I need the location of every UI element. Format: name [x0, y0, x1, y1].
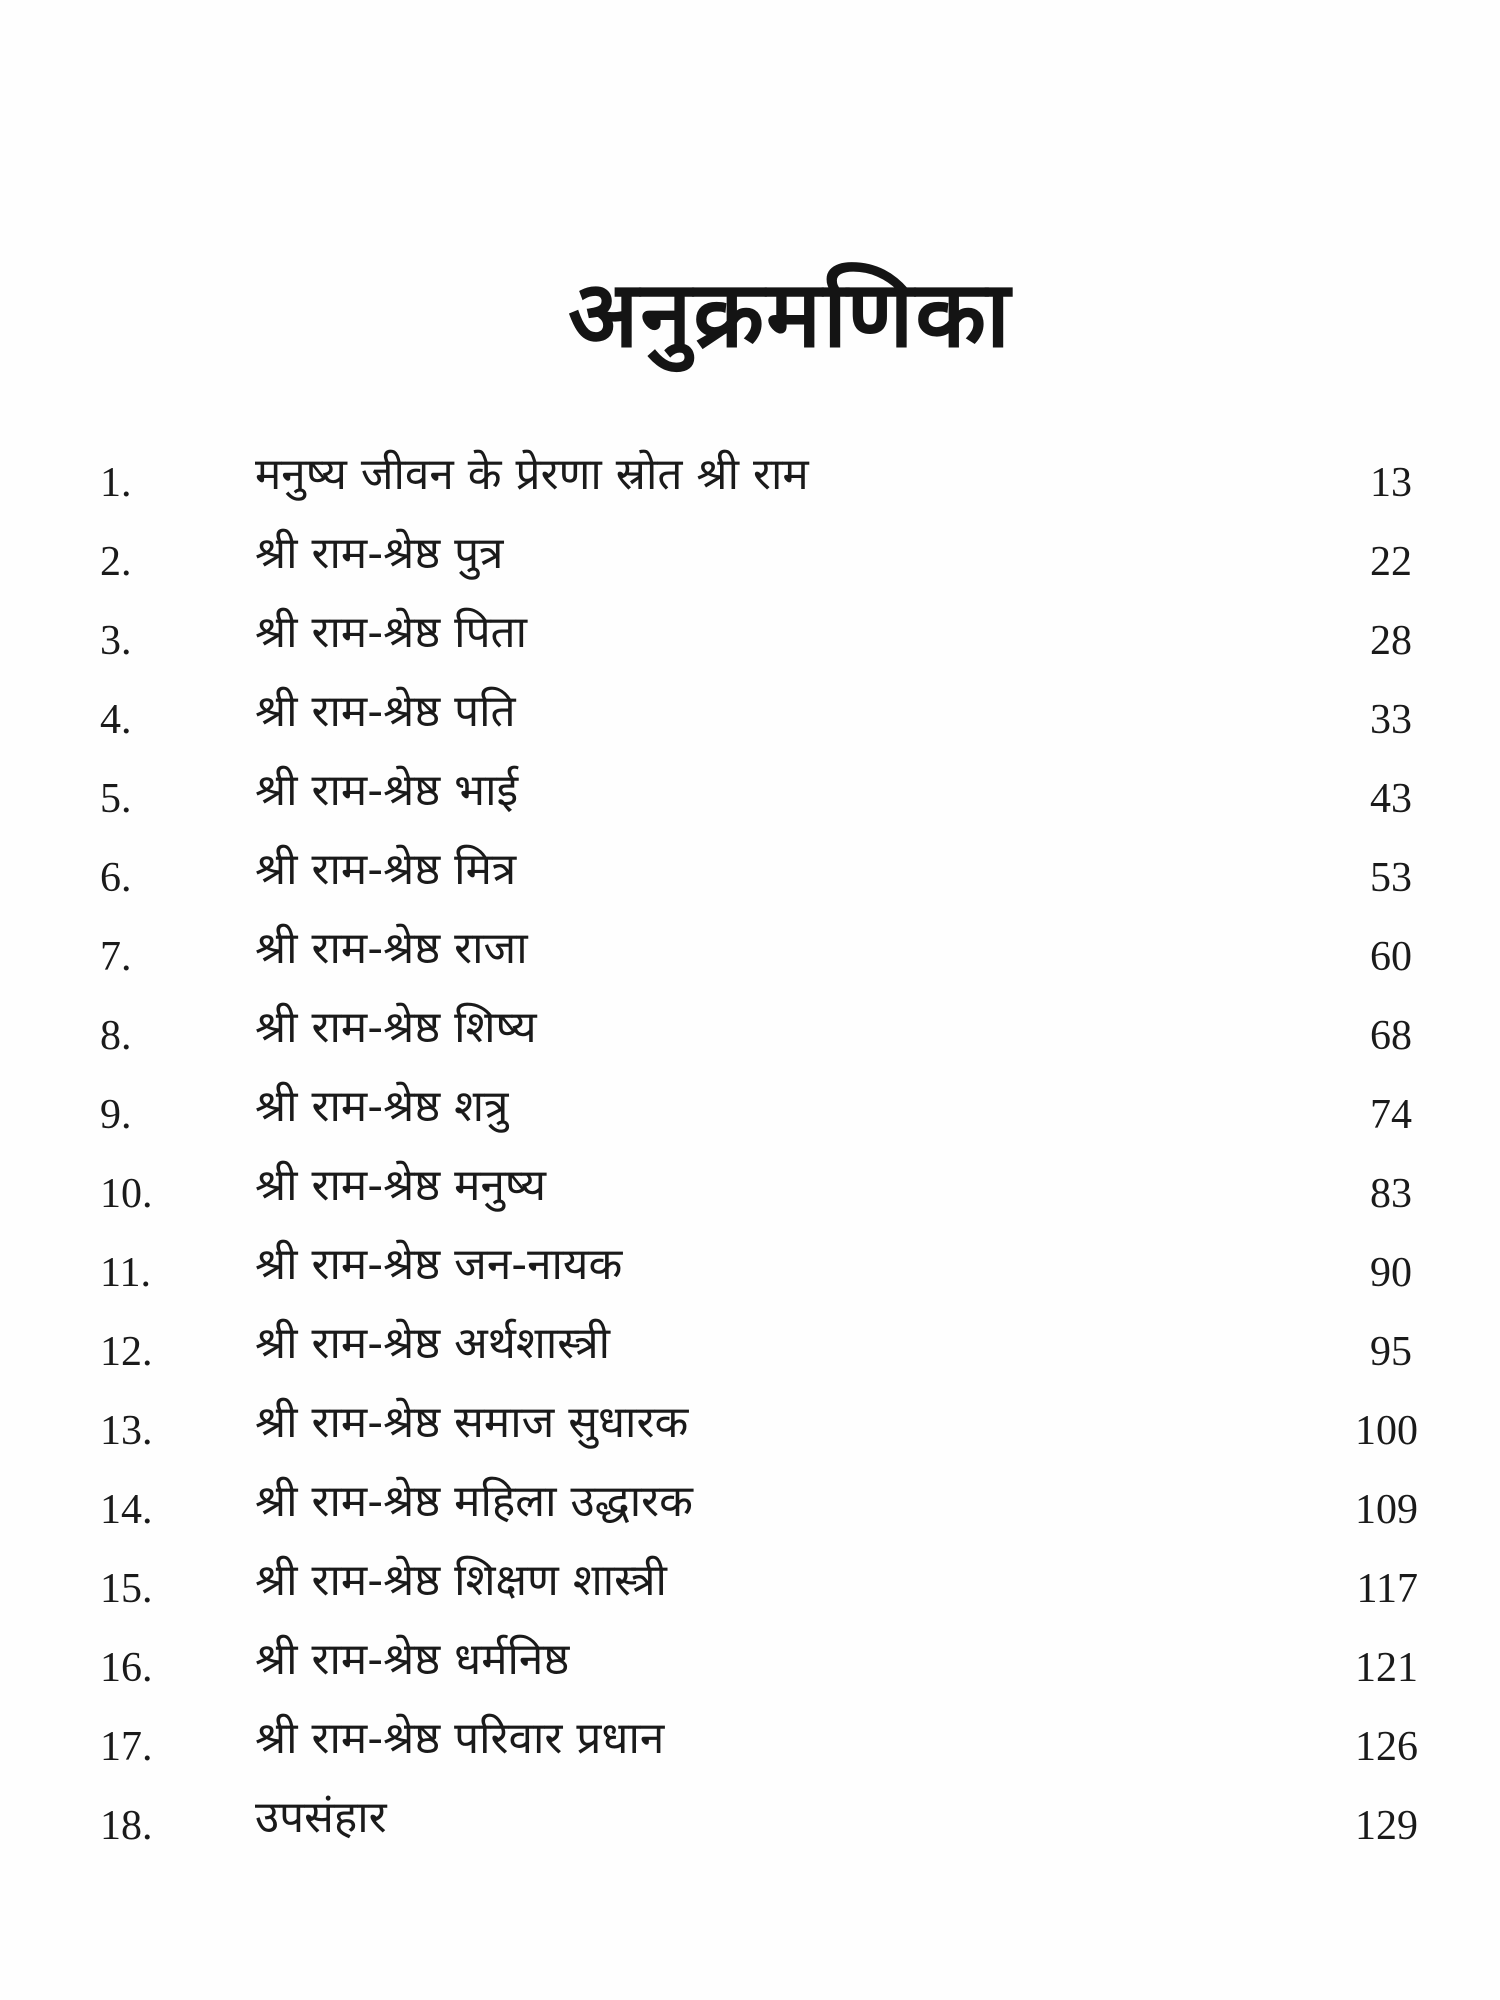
toc-entry	[0, 1630, 1500, 1709]
toc-entry-page: 129	[1355, 1803, 1418, 1849]
table-of-contents	[0, 445, 1500, 1867]
toc-entry-page: 83	[1370, 1171, 1412, 1217]
toc-entry-title: मनुष्य जीवन के प्रेरणा स्रोत श्री राम	[255, 449, 809, 500]
toc-entry-number: 3.	[100, 618, 132, 664]
toc-entry-title: श्री राम-श्रेष्ठ शिष्य	[255, 1002, 537, 1053]
toc-entry	[0, 603, 1500, 682]
toc-entry	[0, 1156, 1500, 1235]
toc-entry-number: 13.	[100, 1408, 153, 1454]
toc-entry	[0, 919, 1500, 998]
toc-entry-number: 11.	[100, 1250, 151, 1296]
toc-entry-page: 95	[1370, 1329, 1412, 1375]
toc-entry-title: श्री राम-श्रेष्ठ महिला उद्धारक	[255, 1476, 693, 1527]
toc-entry-number: 18.	[100, 1803, 153, 1849]
toc-entry-page: 43	[1370, 776, 1412, 822]
toc-entry-page: 74	[1370, 1092, 1412, 1138]
toc-entry	[0, 1551, 1500, 1630]
toc-entry	[0, 840, 1500, 919]
toc-entry-number: 15.	[100, 1566, 153, 1612]
toc-entry-title: श्री राम-श्रेष्ठ अर्थशास्त्री	[255, 1318, 611, 1369]
toc-entry	[0, 682, 1500, 761]
toc-entry-number: 16.	[100, 1645, 153, 1691]
toc-entry-page: 109	[1355, 1487, 1418, 1533]
toc-entry-page: 100	[1355, 1408, 1418, 1454]
toc-entry	[0, 1709, 1500, 1788]
toc-entry-number: 2.	[100, 539, 132, 585]
toc-entry-number: 10.	[100, 1171, 153, 1217]
toc-entry	[0, 998, 1500, 1077]
toc-entry-page: 68	[1370, 1013, 1412, 1059]
toc-entry-title: श्री राम-श्रेष्ठ भाई	[255, 765, 519, 816]
toc-entry-number: 5.	[100, 776, 132, 822]
toc-entry-title: श्री राम-श्रेष्ठ जन-नायक	[255, 1239, 623, 1290]
toc-entry-page: 53	[1370, 855, 1412, 901]
toc-entry-page: 126	[1355, 1724, 1418, 1770]
toc-entry-title: श्री राम-श्रेष्ठ परिवार प्रधान	[255, 1713, 665, 1764]
toc-entry-title: श्री राम-श्रेष्ठ मित्र	[255, 844, 517, 895]
toc-entry-page: 90	[1370, 1250, 1412, 1296]
toc-entry-title: श्री राम-श्रेष्ठ शत्रु	[255, 1081, 509, 1132]
toc-entry	[0, 1077, 1500, 1156]
toc-entry-number: 17.	[100, 1724, 153, 1770]
toc-entry-number: 4.	[100, 697, 132, 743]
toc-entry-title: श्री राम-श्रेष्ठ समाज सुधारक	[255, 1397, 689, 1448]
toc-entry-page: 117	[1356, 1566, 1418, 1612]
toc-entry-title: श्री राम-श्रेष्ठ राजा	[255, 923, 528, 974]
toc-entry-page: 28	[1370, 618, 1412, 664]
toc-entry-number: 12.	[100, 1329, 153, 1375]
toc-entry-title: श्री राम-श्रेष्ठ धर्मनिष्ठ	[255, 1634, 570, 1685]
toc-entry-page: 60	[1370, 934, 1412, 980]
toc-entry-number: 8.	[100, 1013, 132, 1059]
toc-entry-number: 1.	[100, 460, 132, 506]
toc-entry	[0, 761, 1500, 840]
toc-entry-title: उपसंहार	[255, 1792, 387, 1843]
toc-entry-title: श्री राम-श्रेष्ठ पति	[255, 686, 516, 737]
toc-entry-title: श्री राम-श्रेष्ठ पिता	[255, 607, 528, 658]
page-title: अनुक्रमणिका	[568, 261, 1012, 368]
toc-entry-page: 13	[1370, 460, 1412, 506]
toc-entry-number: 6.	[100, 855, 132, 901]
toc-entry	[0, 1235, 1500, 1314]
toc-entry-page: 33	[1370, 697, 1412, 743]
toc-entry-number: 7.	[100, 934, 132, 980]
toc-entry-title: श्री राम-श्रेष्ठ मनुष्य	[255, 1160, 547, 1211]
toc-entry-number: 14.	[100, 1487, 153, 1533]
toc-entry	[0, 1314, 1500, 1393]
toc-entry	[0, 524, 1500, 603]
toc-entry	[0, 1788, 1500, 1867]
toc-entry	[0, 445, 1500, 524]
toc-entry-page: 121	[1355, 1645, 1418, 1691]
toc-entry-number: 9.	[100, 1092, 132, 1138]
toc-entry	[0, 1472, 1500, 1551]
toc-entry-title: श्री राम-श्रेष्ठ पुत्र	[255, 528, 504, 579]
toc-entry-page: 22	[1370, 539, 1412, 585]
toc-entry-title: श्री राम-श्रेष्ठ शिक्षण शास्त्री	[255, 1555, 667, 1606]
toc-entry	[0, 1393, 1500, 1472]
